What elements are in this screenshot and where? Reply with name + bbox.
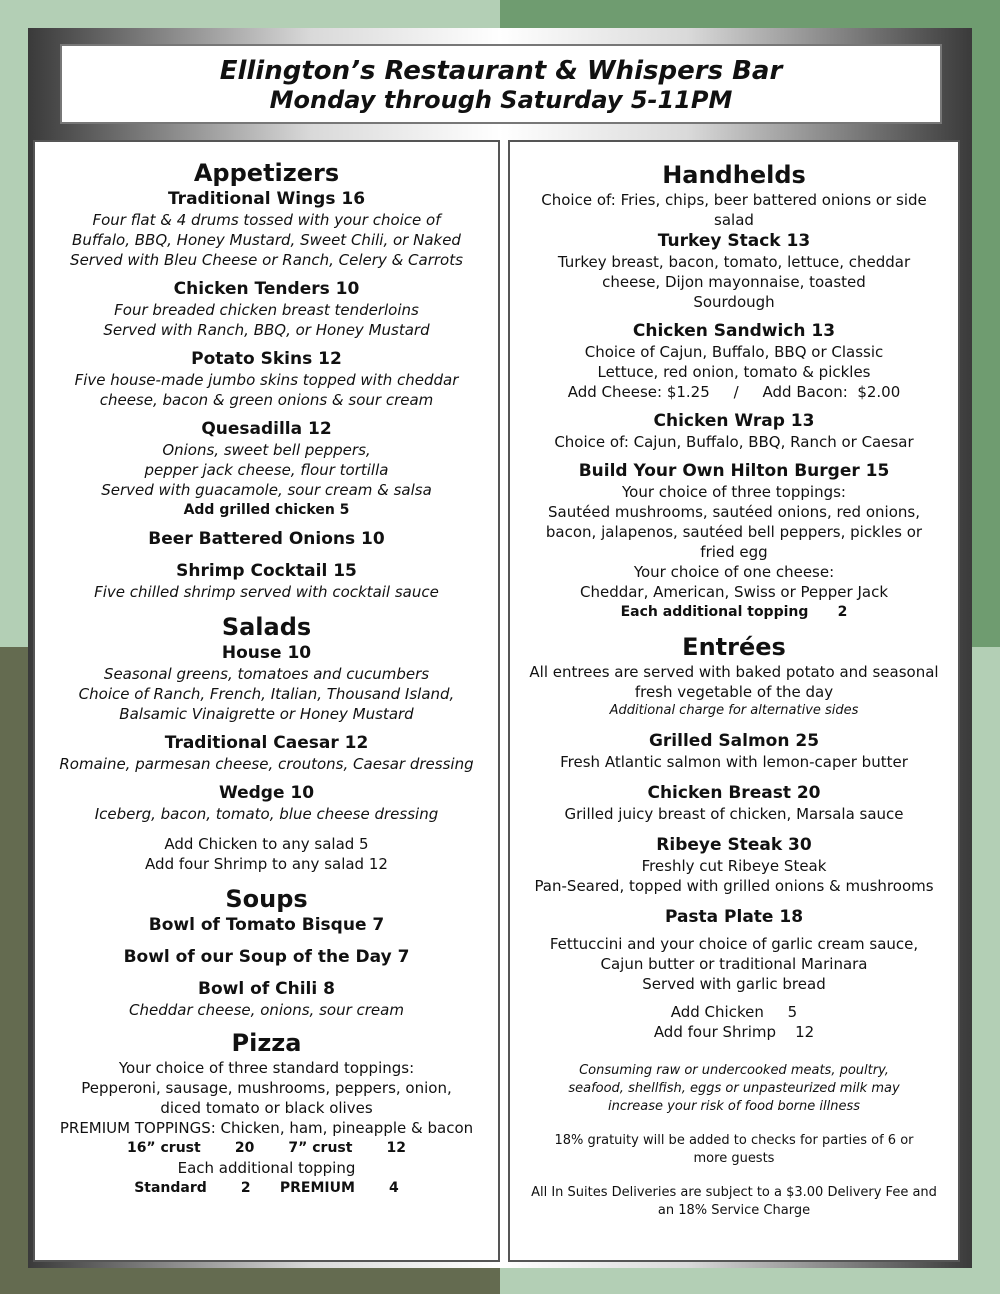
house-desc-1: Seasonal greens, tomatoes and cucumbers bbox=[103, 665, 430, 683]
burger-desc-5: Your choice of one cheese: bbox=[633, 563, 835, 581]
left-column bbox=[33, 140, 500, 1262]
entrees-intro-2: fresh vegetable of the day bbox=[634, 683, 834, 701]
quesadilla-add-on: Add grilled chicken 5 bbox=[183, 502, 350, 518]
skins-desc-1: Five house-made jumbo skins topped with cheddar bbox=[74, 371, 459, 389]
soup-tomato: Bowl of Tomato Bisque 7 bbox=[148, 915, 385, 935]
entree-add-chicken: Add Chicken 5 bbox=[670, 1003, 798, 1021]
sandwich-item: Chicken Sandwich 13 bbox=[632, 321, 836, 341]
chicken-breast-desc: Grilled juicy breast of chicken, Marsala sauce bbox=[564, 805, 904, 823]
handhelds-heading: Handhelds bbox=[662, 161, 806, 189]
quesadilla-item: Quesadilla 12 bbox=[201, 419, 332, 439]
shrimp-cocktail-desc: Five chilled shrimp served with cocktail sauce bbox=[94, 583, 439, 601]
pizza-line-3: diced tomato or black olives bbox=[160, 1099, 373, 1117]
burger-desc-2: Sautéed mushrooms, sautéed onions, red onions, bbox=[548, 503, 920, 521]
quesadilla-desc-1: Onions, sweet bell peppers, bbox=[162, 441, 371, 459]
soup-of-day: Bowl of our Soup of the Day 7 bbox=[123, 947, 410, 967]
soup-chili: Bowl of Chili 8 bbox=[198, 979, 335, 999]
burger-item: Build Your Own Hilton Burger 15 bbox=[578, 461, 890, 481]
entrees-intro-3: Additional charge for alternative sides bbox=[609, 703, 859, 718]
caesar-item: Traditional Caesar 12 bbox=[164, 733, 369, 753]
ribeye-desc-2: Pan-Seared, topped with grilled onions & mushrooms bbox=[534, 877, 934, 895]
sandwich-desc-3: Add Cheese: $1.25 / Add Bacon: $2.00 bbox=[567, 383, 901, 401]
sandwich-desc-1: Choice of Cajun, Buffalo, BBQ or Classic bbox=[584, 343, 884, 361]
entree-add-shrimp: Add four Shrimp 12 bbox=[653, 1023, 815, 1041]
ribeye-desc-1: Freshly cut Ribeye Steak bbox=[641, 857, 827, 875]
food-warning-2: seafood, shellfish, eggs or unpasteurized milk may bbox=[568, 1081, 900, 1096]
pizza-heading: Pizza bbox=[231, 1029, 302, 1057]
restaurant-title: Ellington’s Restaurant & Whispers Bar bbox=[219, 56, 783, 86]
gratuity-note-1: 18% gratuity will be added to checks for parties of 6 or bbox=[554, 1133, 914, 1148]
chili-desc: Cheddar cheese, onions, sour cream bbox=[129, 1001, 404, 1019]
wrap-desc: Choice of: Cajun, Buffalo, BBQ, Ranch or Caesar bbox=[554, 433, 914, 451]
house-desc-3: Balsamic Vinaigrette or Honey Mustard bbox=[119, 705, 414, 723]
soups-heading: Soups bbox=[225, 885, 308, 913]
salad-add-chicken: Add Chicken to any salad 5 bbox=[164, 835, 369, 853]
pizza-sizes: 16” crust 20 7” crust 12 bbox=[126, 1140, 407, 1156]
pizza-line-1: Your choice of three standard toppings: bbox=[118, 1059, 415, 1077]
burger-desc-3: bacon, jalapenos, sautéed bell peppers, pickles or bbox=[545, 523, 923, 541]
hours: Monday through Saturday 5-11PM bbox=[269, 86, 733, 114]
salad-add-shrimp: Add four Shrimp to any salad 12 bbox=[145, 855, 388, 873]
pizza-line-4: PREMIUM TOPPINGS: Chicken, ham, pineapple & bacon bbox=[59, 1119, 474, 1137]
turkey-desc-3: Sourdough bbox=[693, 293, 775, 311]
salmon-desc: Fresh Atlantic salmon with lemon-caper butter bbox=[560, 753, 908, 771]
wings-desc-2: Buffalo, BBQ, Honey Mustard, Sweet Chili, or Naked bbox=[72, 231, 461, 249]
caesar-desc: Romaine, parmesan cheese, croutons, Caesar dressing bbox=[59, 755, 474, 773]
skins-item: Potato Skins 12 bbox=[191, 349, 342, 369]
house-desc-2: Choice of Ranch, French, Italian, Thousand Island, bbox=[78, 685, 455, 703]
quesadilla-desc-2: pepper jack cheese, flour tortilla bbox=[144, 461, 389, 479]
quesadilla-desc-3: Served with guacamole, sour cream & salsa bbox=[101, 481, 432, 499]
burger-desc-4: fried egg bbox=[700, 543, 768, 561]
entrees-intro-1: All entrees are served with baked potato and seasonal bbox=[529, 663, 939, 681]
turkey-item: Turkey Stack 13 bbox=[657, 231, 811, 251]
delivery-note-1: All In Suites Deliveries are subject to a $3.00 Delivery Fee and bbox=[531, 1185, 937, 1200]
delivery-note-2: an 18% Service Charge bbox=[657, 1203, 811, 1218]
skins-desc-2: cheese, bacon & green onions & sour cream bbox=[99, 391, 434, 409]
house-salad-item: House 10 bbox=[221, 643, 312, 663]
pizza-line-2: Pepperoni, sausage, mushrooms, peppers, onion, bbox=[81, 1079, 452, 1097]
pasta-item: Pasta Plate 18 bbox=[664, 907, 804, 927]
pizza-line-5: Each additional topping bbox=[177, 1159, 356, 1177]
right-column bbox=[508, 140, 960, 1262]
turkey-desc-2: cheese, Dijon mayonnaise, toasted bbox=[602, 273, 866, 291]
handhelds-intro-2: salad bbox=[714, 211, 754, 229]
menu-header bbox=[60, 44, 942, 124]
burger-desc-1: Your choice of three toppings: bbox=[622, 483, 846, 501]
wings-item: Traditional Wings 16 bbox=[167, 189, 366, 209]
food-warning-1: Consuming raw or undercooked meats, poultry, bbox=[579, 1063, 889, 1078]
turkey-desc-1: Turkey breast, bacon, tomato, lettuce, cheddar bbox=[557, 253, 911, 271]
tenders-item: Chicken Tenders 10 bbox=[173, 279, 360, 299]
handhelds-intro-1: Choice of: Fries, chips, beer battered onions or side bbox=[541, 191, 927, 209]
burger-desc-6: Cheddar, American, Swiss or Pepper Jack bbox=[579, 583, 889, 601]
tenders-desc-1: Four breaded chicken breast tenderloins bbox=[114, 301, 419, 319]
wedge-desc: Iceberg, bacon, tomato, blue cheese dressing bbox=[94, 805, 439, 823]
food-warning-3: increase your risk of food borne illness bbox=[607, 1099, 861, 1114]
burger-additional-topping: Each additional topping 2 bbox=[620, 604, 848, 620]
chicken-breast-item: Chicken Breast 20 bbox=[647, 783, 821, 803]
salads-heading: Salads bbox=[221, 613, 312, 641]
wedge-item: Wedge 10 bbox=[218, 783, 315, 803]
onions-item: Beer Battered Onions 10 bbox=[148, 529, 385, 549]
salmon-item: Grilled Salmon 25 bbox=[648, 731, 820, 751]
ribeye-item: Ribeye Steak 30 bbox=[656, 835, 812, 855]
shrimp-cocktail-item: Shrimp Cocktail 15 bbox=[176, 561, 357, 581]
pasta-desc-2: Cajun butter or traditional Marinara bbox=[600, 955, 868, 973]
wings-desc-3: Served with Bleu Cheese or Ranch, Celery & Carrots bbox=[70, 251, 463, 269]
wrap-item: Chicken Wrap 13 bbox=[653, 411, 815, 431]
pasta-desc-1: Fettuccini and your choice of garlic cream sauce, bbox=[549, 935, 919, 953]
entrees-heading: Entrées bbox=[682, 633, 786, 661]
pasta-desc-3: Served with garlic bread bbox=[642, 975, 826, 993]
gratuity-note-2: more guests bbox=[693, 1151, 775, 1166]
appetizers-heading: Appetizers bbox=[193, 159, 340, 187]
wings-desc-1: Four flat & 4 drums tossed with your choice of bbox=[92, 211, 441, 229]
sandwich-desc-2: Lettuce, red onion, tomato & pickles bbox=[597, 363, 871, 381]
tenders-desc-2: Served with Ranch, BBQ, or Honey Mustard bbox=[103, 321, 430, 339]
pizza-extra-toppings: Standard 2 PREMIUM 4 bbox=[134, 1180, 399, 1196]
